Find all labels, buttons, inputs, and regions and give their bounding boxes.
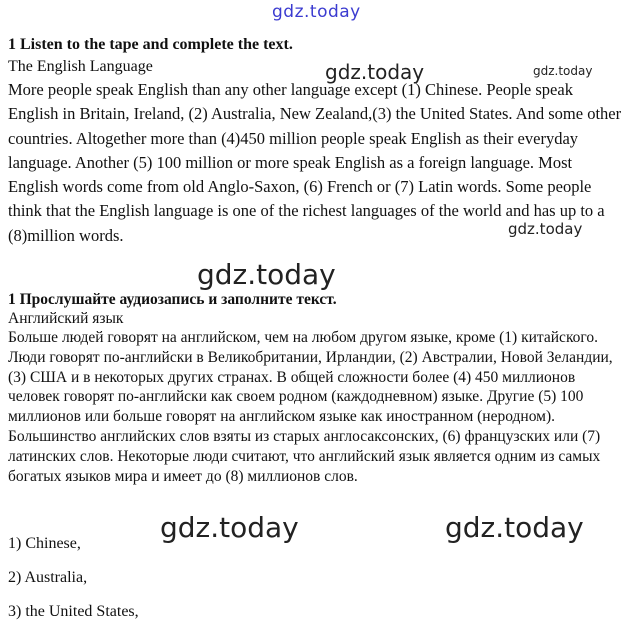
exercise-heading-ru: 1 Прослушайте аудиозапись и заполните текст. — [8, 291, 337, 308]
watermark: gdz.today — [325, 60, 425, 84]
english-section — [8, 34, 626, 248]
russian-section — [8, 290, 626, 486]
watermark-large: gdz.today — [197, 258, 336, 291]
answer-item: 3) the United States, — [8, 603, 139, 620]
exercise-text-ru: Больше людей говорят на английском, чем на любом другом языке, кроме (1) китайского. Люди говорят по-английски в Великобритании, Ирландии, (2) Австралии, Новой Зеландии, (3) США и в некоторых других странах. В общей сложности более (4) 450 миллионов человек говорят по-английски как своем родном (каждодневном) языке. Другие (5) 100 миллионов или больше говорят на английском языке как иностранном (неродном). Большинство английских слов взяты из старых англосаксонских, (6) французских или (7) латинских слов. Некоторые люди считают, что английский язык является одним из самых богатых языков мира и имеет до (8) миллионов слов. — [8, 329, 613, 485]
watermark-large: gdz.today — [160, 511, 299, 544]
text-title: The English Language — [8, 58, 153, 75]
watermark-top: gdz.today — [272, 2, 361, 22]
watermark: gdz.today — [508, 220, 583, 238]
exercise-heading: 1 Listen to the tape and complete the text. — [8, 36, 293, 53]
text-title-ru: Английский язык — [8, 310, 124, 327]
answer-item: 2) Australia, — [8, 569, 88, 586]
answer-item: 1) Chinese, — [8, 535, 81, 552]
answer-list — [8, 527, 308, 629]
exercise-text: More people speak English than any other language except (1) Chinese. People speak English in Britain, Ireland, (2) Australia, New Zealand,(3) the United States. And some other countries. Altogether more than (4)450 million people speak English as their everyday language. Another (5) 100 million or more speak English as a foreign language. Most English words come from old Anglo-Saxon, (6) French or (7) Latin words. Some people think that the English language is one of the richest languages of the world and has up to a (8)million words. — [8, 80, 622, 245]
watermark-small: gdz.today — [533, 64, 593, 78]
watermark-large: gdz.today — [445, 511, 584, 544]
